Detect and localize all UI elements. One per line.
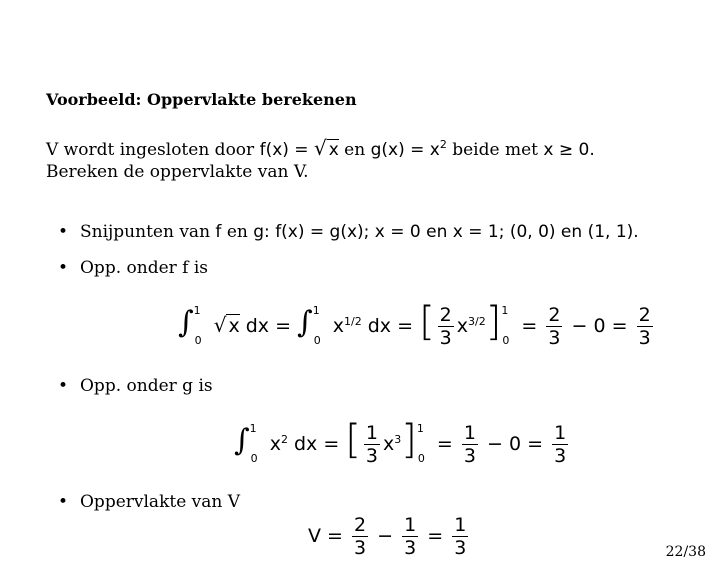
condition: x ≥ 0. [543, 140, 595, 160]
f-definition: f(x) = [259, 140, 309, 160]
intro-both: beide met [452, 140, 538, 160]
intro-text: V wordt ingesloten door [46, 140, 255, 160]
sqrt-x: √ x [313, 136, 339, 160]
equation-area-f: ∫$^1_0$ √ x dx = ∫$^1_0$ $x^{1/2}$ dx = [ $\frac{2}{3}$ $x^{3/2}]^1_0$ = $\frac{2}{3}$ − 0 = $\frac{2}{3}$ [178, 299, 651, 349]
bullet-area-g: • Opp. onder g is [58, 376, 213, 396]
bullet-area-v: • Oppervlakte van V [58, 492, 241, 512]
intro-line-1 [46, 136, 595, 160]
page-number: 22/38 [665, 544, 706, 560]
intro-line-2: Bereken de oppervlakte van V. [46, 162, 309, 182]
intro-and: en [344, 140, 366, 160]
g-definition: $g(x) = x^2$ [370, 138, 447, 160]
slide-title: Voorbeeld: Oppervlakte berekenen [46, 90, 357, 109]
equation-v: V = $\frac{2}{3}$ − $\frac{1}{3}$ = $\frac{1}{3}$ [308, 514, 467, 559]
bullet-area-f: • Opp. onder f is [58, 258, 209, 278]
bullet-intersections: • Snijpunten van f en g: f(x) = g(x); x = 0 en x = 1; (0, 0) en (1, 1). [58, 222, 639, 242]
equation-area-g: ∫$^1_0$ $x^2$ dx = [ $\frac{1}{3}$ $x^3]^1_0$ = $\frac{1}{3}$ − 0 = $\frac{1}{3}$ [234, 417, 567, 467]
